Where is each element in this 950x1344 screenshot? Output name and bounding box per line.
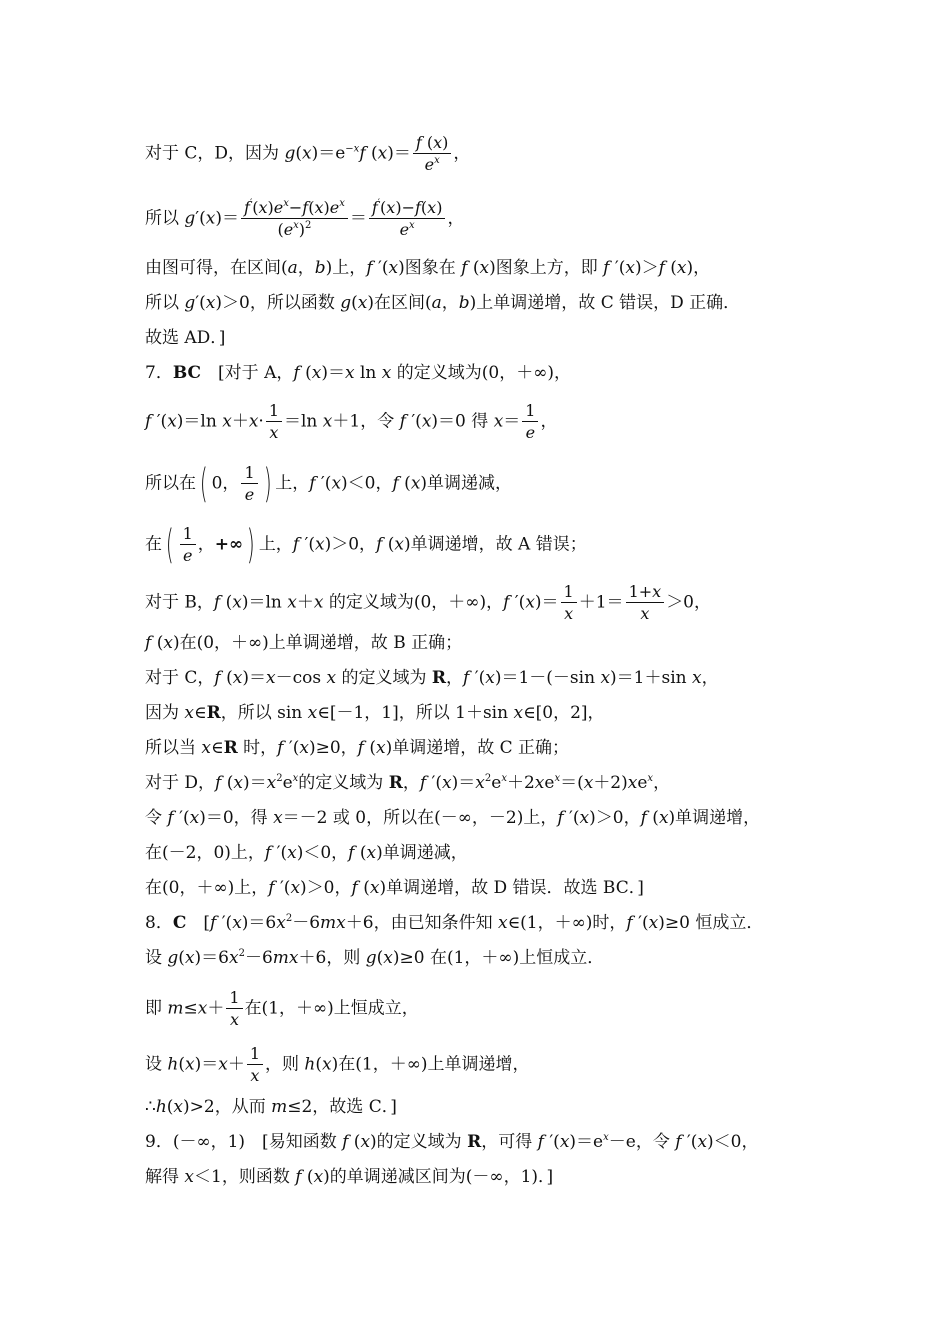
solution-line: ∴h(x)>2，从而 m≤2，故选 C．] (145, 1097, 397, 1117)
solution-line: 即 m≤x＋ $\frac{1}{x}$ 在(1，＋∞)上恒成立， (145, 988, 419, 1029)
question-9-line: 9．(－∞，1) [易知函数 f (x)的定义域为 R，可得 f $'(x)=e^x-e$，令 f ′(x)＜0， (145, 1132, 759, 1152)
solution-line: 所以当 x∈R 时，f ′(x)≥0，f (x)单调递增，故 C 正确； (145, 738, 570, 758)
solution-line: f (x)在(0，＋∞)上单调递增，故 B 正确； (145, 633, 463, 653)
answer-label: BC (172, 363, 202, 383)
solution-line: 在(0，＋∞)上，f ′(x)＞0，f (x)单调递增，故 D 错误．故选 BC．] (145, 878, 644, 898)
solution-line: 所以在( 0， $\frac{1}{e}$ ) 上，f ′(x)＜0，f (x)单调递减， (145, 461, 513, 507)
solution-line: f ′(x)＝ln x＋x· $\frac{1}{x}$ ＝ln x＋1，令 f ′(x)＝0 得 x＝ $\frac{1}{e}$ ， (145, 401, 558, 442)
solution-line: 因为 x∈R，所以 sin x∈[－1，1]，所以 1＋sin x∈[0，2]， (145, 703, 605, 723)
solution-line: 设 $g(x)=6x^2-6mx+6$，则 g(x)≥0 在(1，＋∞)上恒成立． (145, 948, 605, 968)
question-8-header: 8．C [f $'(x)=6x^2-6mx+6$，由已知条件知 x∈(1，＋∞)时，f ′(x)≥0 恒成立． (145, 913, 764, 933)
question-7-header: 7．BC [对于 A，f (x)＝x ln x 的定义域为(0，＋∞)， (145, 363, 571, 383)
answer-label: C (172, 913, 187, 933)
solution-line: 对于 B，f (x)＝ln x＋x 的定义域为(0，＋∞)，f ′(x)＝ $\frac{1}{x}$ ＋1＝ $\frac{1+x}{x}$ ＞0， (145, 582, 712, 623)
solution-line: 令 f ′(x)＝0，得 x＝－2 或 0，所以在(－∞，－2)上，f ′(x)＞0，f (x)单调递增， (145, 808, 761, 828)
solution-line: 设 h(x)＝x＋ $\frac{1}{x}$ ，则 h(x)在(1，＋∞)上单调递增， (145, 1044, 530, 1085)
solution-line: 在(－2，0)上，f ′(x)＜0，f (x)单调递减， (145, 843, 468, 863)
solution-line: 所以 g′(x)＝ $\frac{f'(x)e^x-f(x)e^x}{(e^x)^2}$ ＝ $\frac{f'(x)-f(x)}{e^x}$ ， (145, 198, 465, 239)
solution-line: 对于 C，D，因为 $g(x)=e^{-x}f$ (x)＝ $\frac{f (x)}{e^x}$ ， (145, 133, 471, 174)
solution-line: 解得 x＜1，则函数 f (x)的单调递减区间为(－∞，1)．] (145, 1167, 554, 1187)
question-number: 8． (145, 913, 173, 933)
solution-line: 对于 C，f (x)＝x－cos x 的定义域为 R，f ′(x)＝1－(－sin x)＝1＋sin x， (145, 668, 719, 688)
solution-line: 故选 AD．] (145, 328, 226, 348)
solution-line: 所以 g′(x)＞0，所以函数 g(x)在区间(a，b)上单调递增，故 C 错误，D 正确． (145, 293, 741, 313)
question-number: 7． (145, 363, 173, 383)
solution-line: 由图可得，在区间(a，b)上，f ′(x)图象在 f (x)图象上方，即 f ′(x)＞f (x)， (145, 258, 711, 278)
solution-line: 对于 D，f $(x)=x^2e^x$的定义域为 R，f $'(x)=x^2e^x+2xe^x=(x+2)xe^x$， (145, 773, 671, 793)
solution-line: 在( $\frac{1}{e}$ ，+∞) 上，f ′(x)＞0，f (x)单调递增，故 A 错误； (145, 522, 587, 568)
